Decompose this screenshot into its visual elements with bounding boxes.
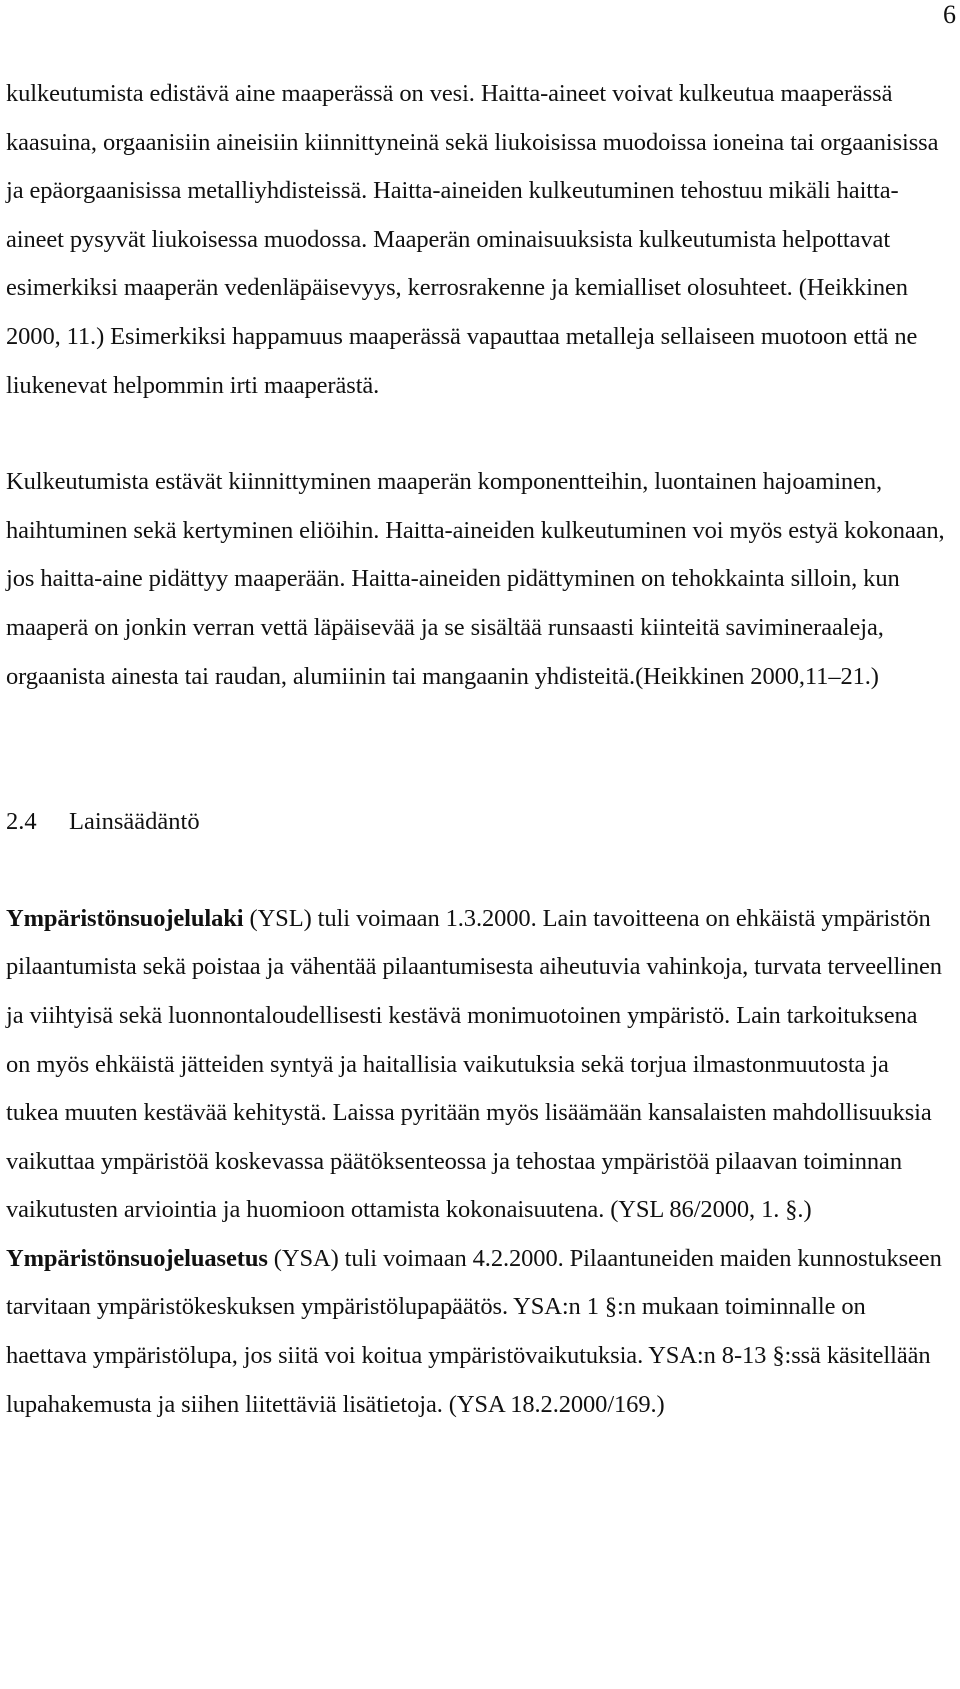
document-body [6,70,946,1429]
law-term-ysl: Ympäristönsuojelulaki [6,904,244,932]
paragraph-contaminant-transport: kulkeutumista edistävä aine maaperässä on vesi. Haitta-aineet voivat kulkeutua maaperässä kaasuina, orgaanisiin aineisiin kiinnittyneinä sekä liukoisissa muodoissa ioneina tai orgaanisissa ja epäorgaanisissa metalliyhdisteissä. Haitta-aineiden kulkeutuminen tehostuu mikäli haitta-aineet pysyvät liukoisessa muodossa. Maaperän ominaisuuksista kulkeutumista helpottavat esimerkiksi maaperän vedenläpäisevyys, kerrosrakenne ja kemialliset olosuhteet. (Heikkinen 2000, 11.) Esimerkiksi happamuus maaperässä vapauttaa metalleja sellaiseen muotoon että ne liukenevat helpommin irti maaperästä. [6,80,939,399]
law-text-ysa: (YSA) tuli voimaan 4.2.2000. Pilaantuneiden maiden kunnostukseen tarvitaan ympäristökeskuksen ympäristölupapäätös. YSA:n 1 §:n mukaan toiminnalle on haettava ympäristölupa, jos siitä voi koitua ympäristövaikutuksia. YSA:n 8-13 §:ssä käsitellään lupahakemusta ja siihen liitettäviä lisätietoja. (YSA 18.2.2000/169.) [6,1244,942,1418]
law-text-ysl: (YSL) tuli voimaan 1.3.2000. Lain tavoitteena on ehkäistä ympäristön pilaantumista sekä poistaa ja vähentää pilaantumisesta aiheutuvia vahinkoja, turvata terveellinen ja viihtyisä sekä luonnontaloudellisesti kestävä monimuotoinen ympäristö. Lain tarkoituksena on myös ehkäistä jätteiden syntyä ja haitallisia vaikutuksia sekä torjua ilmastonmuutosta ja tukea muuten kestävää kehitystä. Laissa pyritään myös lisäämään kansalaisten mahdollisuuksia vaikuttaa ympäristöä koskevassa päätöksenteossa ja tehostaa ympäristöä pilaavan toiminnan vaikutusten arviointia ja huomioon ottamista kokonaisuutena. (YSL 86/2000, 1. §.) [6,904,942,1224]
paragraph-transport-prevention: Kulkeutumista estävät kiinnittyminen maaperän komponentteihin, luontainen hajoaminen, haihtuminen sekä kertyminen eliöihin. Haitta-aineiden kulkeutuminen voi myös estyä kokonaan, jos haitta-aine pidättyy maaperään. Haitta-aineiden pidättyminen on tehokkainta silloin, kun maaperä on jonkin verran vettä läpäisevää ja se sisältää runsaasti kiinteitä savimineraaleja, orgaanista ainesta tai raudan, alumiinin tai mangaanin yhdisteitä.(Heikkinen 2000,11–21.) [6,468,945,690]
law-term-ysa: Ympäristönsuojeluasetus [6,1244,268,1272]
paragraph-legislation [6,895,946,1430]
page-number: 6 [943,0,956,29]
section-title: Lainsäädäntö [69,808,200,836]
section-number: 2.4 [6,808,37,836]
section-heading [6,798,946,847]
